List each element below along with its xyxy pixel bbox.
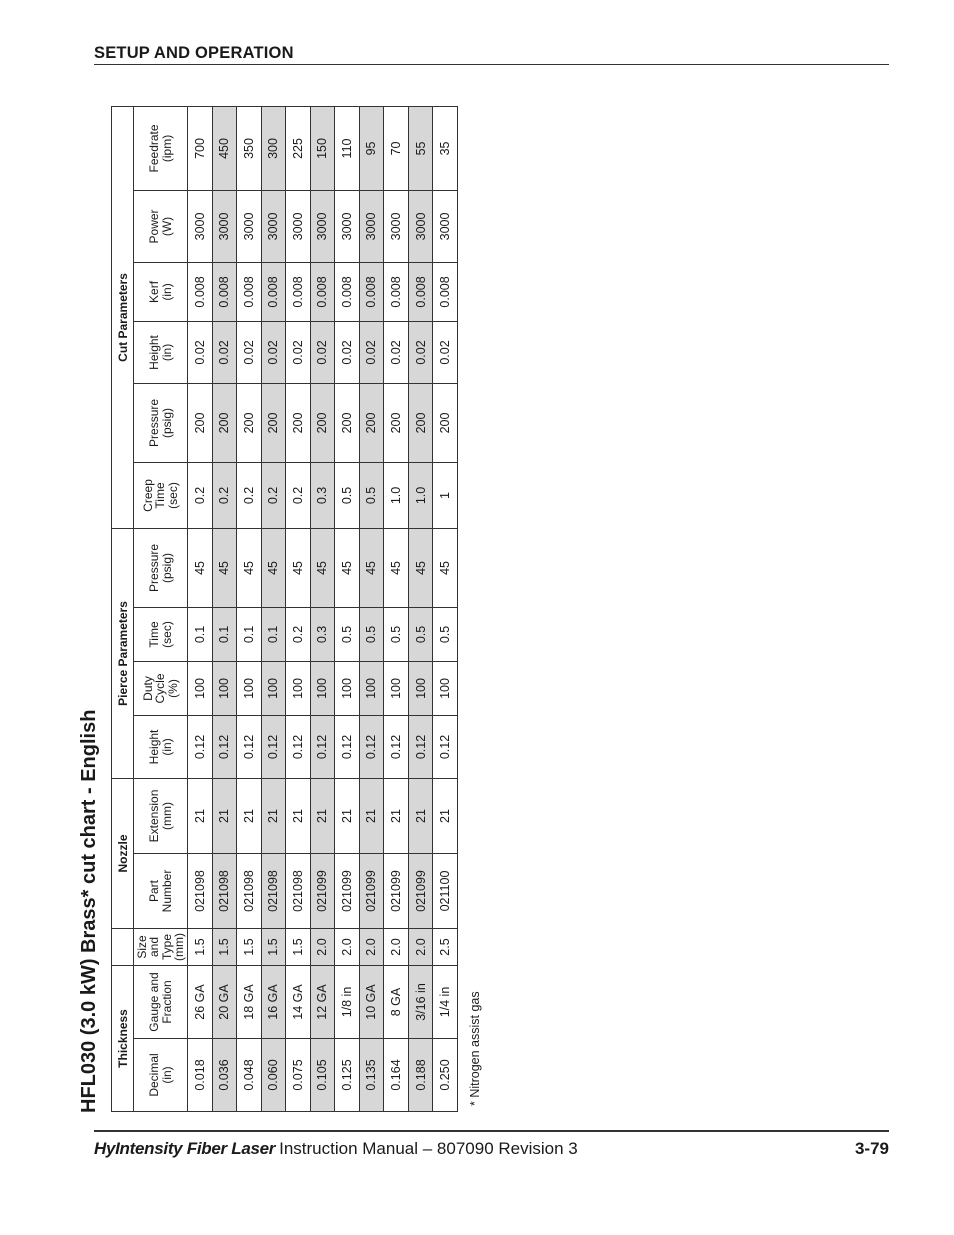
group-header-2: Nozzle <box>112 778 134 928</box>
table-cell: 45 <box>310 528 335 607</box>
footer <box>94 1139 889 1163</box>
column-header-5: Height (in) <box>134 715 188 778</box>
table-cell: 100 <box>188 661 213 715</box>
table-cell: 0.5 <box>335 607 360 661</box>
table-cell: 8 GA <box>384 965 409 1038</box>
table-cell: 0.125 <box>335 1039 360 1112</box>
table-cell: 1.5 <box>261 928 286 965</box>
table-cell: 021098 <box>237 853 262 928</box>
table-cell: 100 <box>261 661 286 715</box>
table-cell: 0.12 <box>335 715 360 778</box>
table-cell: 1.5 <box>188 928 213 965</box>
table-cell: 0.12 <box>286 715 311 778</box>
page-number: 3-79 <box>854 1139 889 1158</box>
column-header-8: Pressure (psig) <box>134 528 188 607</box>
column-header-9: Creep Time (sec) <box>134 462 188 528</box>
table-cell: 21 <box>408 778 433 853</box>
table-body <box>188 106 458 1111</box>
table-cell: 0.1 <box>188 607 213 661</box>
table-cell: 45 <box>188 528 213 607</box>
table-cell: 0.2 <box>212 462 237 528</box>
table-cell: 2.0 <box>408 928 433 965</box>
table-cell: 200 <box>433 383 458 462</box>
table-row <box>286 106 311 1111</box>
table-cell: 0.008 <box>310 262 335 321</box>
table-cell: 0.12 <box>384 715 409 778</box>
table-cell: 0.060 <box>261 1039 286 1112</box>
group-header-0: Thickness <box>112 965 134 1111</box>
table-cell: 150 <box>310 106 335 190</box>
table-cell: 0.12 <box>188 715 213 778</box>
table-cell: 3000 <box>408 190 433 262</box>
table-cell: 1.5 <box>286 928 311 965</box>
column-header-6: Duty Cycle (%) <box>134 661 188 715</box>
group-header-1 <box>112 928 134 965</box>
table-cell: 100 <box>384 661 409 715</box>
table-cell: 100 <box>212 661 237 715</box>
table-cell: 1.5 <box>212 928 237 965</box>
table-cell: 0.008 <box>237 262 262 321</box>
table-cell: 021099 <box>310 853 335 928</box>
table-cell: 21 <box>359 778 384 853</box>
table-cell: 21 <box>335 778 360 853</box>
table-cell: 45 <box>433 528 458 607</box>
table-row <box>359 106 384 1111</box>
section-header: SETUP AND OPERATION <box>94 44 294 62</box>
table-cell: 021098 <box>286 853 311 928</box>
table-cell: 45 <box>212 528 237 607</box>
table-cell: 0.1 <box>212 607 237 661</box>
column-header-row <box>134 106 188 1111</box>
table-cell: 0.02 <box>384 321 409 383</box>
table-cell: 70 <box>384 106 409 190</box>
table-cell: 0.02 <box>237 321 262 383</box>
table-cell: 0.135 <box>359 1039 384 1112</box>
table-row <box>408 106 433 1111</box>
table-cell: 0.12 <box>212 715 237 778</box>
column-header-3: Part Number <box>134 853 188 928</box>
table-cell: 16 GA <box>261 965 286 1038</box>
table-cell: 3000 <box>212 190 237 262</box>
table-cell: 35 <box>433 106 458 190</box>
table-cell: 14 GA <box>286 965 311 1038</box>
table-cell: 021099 <box>384 853 409 928</box>
table-cell: 45 <box>335 528 360 607</box>
table-cell: 3000 <box>237 190 262 262</box>
table-cell: 21 <box>384 778 409 853</box>
group-header-3: Pierce Parameters <box>112 528 134 778</box>
table-row <box>384 106 409 1111</box>
cut-chart-table <box>111 106 458 1112</box>
table-cell: 0.164 <box>384 1039 409 1112</box>
table-cell: 10 GA <box>359 965 384 1038</box>
table-cell: 55 <box>408 106 433 190</box>
table-cell: 12 GA <box>310 965 335 1038</box>
table-cell: 021099 <box>335 853 360 928</box>
table-cell: 350 <box>237 106 262 190</box>
table-cell: 0.02 <box>286 321 311 383</box>
table-cell: 100 <box>286 661 311 715</box>
table-row <box>212 106 237 1111</box>
table-cell: 300 <box>261 106 286 190</box>
table-cell: 45 <box>286 528 311 607</box>
table-cell: 200 <box>261 383 286 462</box>
table-cell: 21 <box>286 778 311 853</box>
table-cell: 0.008 <box>286 262 311 321</box>
table-cell: 3000 <box>310 190 335 262</box>
table-cell: 21 <box>188 778 213 853</box>
table-cell: 45 <box>408 528 433 607</box>
table-cell: 45 <box>384 528 409 607</box>
table-cell: 0.008 <box>188 262 213 321</box>
table-cell: 0.3 <box>310 462 335 528</box>
table-cell: 2.0 <box>359 928 384 965</box>
table-cell: 3000 <box>335 190 360 262</box>
footer-brand: HyIntensity Fiber Laser <box>94 1139 276 1158</box>
table-cell: 45 <box>237 528 262 607</box>
table-cell: 0.2 <box>261 462 286 528</box>
table-cell: 225 <box>286 106 311 190</box>
table-cell: 0.2 <box>286 607 311 661</box>
column-header-0: Decimal (in) <box>134 1039 188 1112</box>
table-cell: 021099 <box>359 853 384 928</box>
table-cell: 0.12 <box>433 715 458 778</box>
table-cell: 110 <box>335 106 360 190</box>
table-cell: 200 <box>237 383 262 462</box>
table-cell: 3000 <box>359 190 384 262</box>
table-cell: 0.075 <box>286 1039 311 1112</box>
table-cell: 45 <box>359 528 384 607</box>
table-cell: 200 <box>359 383 384 462</box>
table-cell: 0.105 <box>310 1039 335 1112</box>
table-cell: 2.0 <box>310 928 335 965</box>
table-row <box>237 106 262 1111</box>
table-row <box>433 106 458 1111</box>
table-cell: 21 <box>237 778 262 853</box>
table-cell: 1.5 <box>237 928 262 965</box>
column-header-4: Extension (mm) <box>134 778 188 853</box>
table-cell: 0.008 <box>384 262 409 321</box>
table-cell: 021100 <box>433 853 458 928</box>
table-cell: 1.0 <box>408 462 433 528</box>
table-cell: 0.5 <box>384 607 409 661</box>
table-cell: 3000 <box>433 190 458 262</box>
table-cell: 200 <box>310 383 335 462</box>
table-cell: 0.02 <box>408 321 433 383</box>
table-cell: 100 <box>237 661 262 715</box>
table-cell: 0.02 <box>261 321 286 383</box>
chart-title: HFL030 (3.0 kW) Brass* cut chart - English <box>78 709 100 1113</box>
table-cell: 0.018 <box>188 1039 213 1112</box>
table-row <box>261 106 286 1111</box>
table-cell: 0.02 <box>310 321 335 383</box>
table-cell: 200 <box>188 383 213 462</box>
table-cell: 0.008 <box>212 262 237 321</box>
table-cell: 0.048 <box>237 1039 262 1112</box>
column-header-10: Pressure (psig) <box>134 383 188 462</box>
table-cell: 0.12 <box>261 715 286 778</box>
table-cell: 1.0 <box>384 462 409 528</box>
table-cell: 0.5 <box>359 462 384 528</box>
table-cell: 0.02 <box>335 321 360 383</box>
table-cell: 0.02 <box>359 321 384 383</box>
table-cell: 3000 <box>286 190 311 262</box>
footnote: * Nitrogen assist gas <box>468 991 482 1106</box>
table-cell: 21 <box>212 778 237 853</box>
table-cell: 0.12 <box>237 715 262 778</box>
table-cell: 2.5 <box>433 928 458 965</box>
footer-manual: Instruction Manual – 807090 Revision 3 <box>279 1139 578 1158</box>
table-cell: 200 <box>286 383 311 462</box>
table-cell: 450 <box>212 106 237 190</box>
table-cell: 20 GA <box>212 965 237 1038</box>
table-cell: 200 <box>335 383 360 462</box>
table-cell: 0.2 <box>237 462 262 528</box>
table-cell: 21 <box>433 778 458 853</box>
table-cell: 200 <box>408 383 433 462</box>
column-header-13: Power (W) <box>134 190 188 262</box>
table-cell: 0.02 <box>433 321 458 383</box>
table-cell: 200 <box>212 383 237 462</box>
column-header-2: Size and Type (mm) <box>134 928 188 965</box>
table-cell: 2.0 <box>384 928 409 965</box>
table-cell: 0.5 <box>335 462 360 528</box>
table-cell: 18 GA <box>237 965 262 1038</box>
table-cell: 0.008 <box>408 262 433 321</box>
table-cell: 0.12 <box>408 715 433 778</box>
table-cell: 0.12 <box>359 715 384 778</box>
table-cell: 3000 <box>261 190 286 262</box>
table-cell: 100 <box>335 661 360 715</box>
table-cell: 0.008 <box>433 262 458 321</box>
table-cell: 021099 <box>408 853 433 928</box>
table-cell: 0.008 <box>359 262 384 321</box>
table-cell: 0.008 <box>335 262 360 321</box>
table-cell: 0.250 <box>433 1039 458 1112</box>
table-cell: 45 <box>261 528 286 607</box>
table-cell: 0.1 <box>261 607 286 661</box>
table-cell: 1 <box>433 462 458 528</box>
table-cell: 021098 <box>261 853 286 928</box>
table-cell: 021098 <box>188 853 213 928</box>
table-cell: 95 <box>359 106 384 190</box>
table-cell: 0.188 <box>408 1039 433 1112</box>
table-cell: 0.02 <box>212 321 237 383</box>
table-cell: 0.5 <box>359 607 384 661</box>
table-cell: 200 <box>384 383 409 462</box>
table-row <box>310 106 335 1111</box>
column-header-14: Feedrate (ipm) <box>134 106 188 190</box>
table-cell: 0.5 <box>433 607 458 661</box>
table-cell: 21 <box>261 778 286 853</box>
column-header-1: Gauge and Fraction <box>134 965 188 1038</box>
table-cell: 1/8 in <box>335 965 360 1038</box>
table-cell: 1/4 in <box>433 965 458 1038</box>
rotated-cut-chart <box>78 114 488 1119</box>
column-header-12: Kerf (in) <box>134 262 188 321</box>
table-cell: 0.036 <box>212 1039 237 1112</box>
table-cell: 100 <box>408 661 433 715</box>
table-cell: 26 GA <box>188 965 213 1038</box>
group-header-4: Cut Parameters <box>112 106 134 528</box>
table-cell: 021098 <box>212 853 237 928</box>
table-cell: 0.3 <box>310 607 335 661</box>
table-cell: 0.5 <box>408 607 433 661</box>
table-cell: 100 <box>433 661 458 715</box>
table-cell: 0.12 <box>310 715 335 778</box>
table-cell: 700 <box>188 106 213 190</box>
column-header-11: Height (in) <box>134 321 188 383</box>
table-cell: 0.008 <box>261 262 286 321</box>
table-cell: 100 <box>359 661 384 715</box>
table-cell: 3000 <box>384 190 409 262</box>
table-cell: 3/16 in <box>408 965 433 1038</box>
table-row <box>188 106 213 1111</box>
table-cell: 100 <box>310 661 335 715</box>
table-cell: 2.0 <box>335 928 360 965</box>
column-header-7: Time (sec) <box>134 607 188 661</box>
table-cell: 21 <box>310 778 335 853</box>
group-header-row <box>112 106 134 1111</box>
table-cell: 0.02 <box>188 321 213 383</box>
header-rule <box>94 64 889 65</box>
table-row <box>335 106 360 1111</box>
table-cell: 0.1 <box>237 607 262 661</box>
table-cell: 0.2 <box>286 462 311 528</box>
footer-rule <box>94 1130 889 1132</box>
table-cell: 0.2 <box>188 462 213 528</box>
table-cell: 3000 <box>188 190 213 262</box>
